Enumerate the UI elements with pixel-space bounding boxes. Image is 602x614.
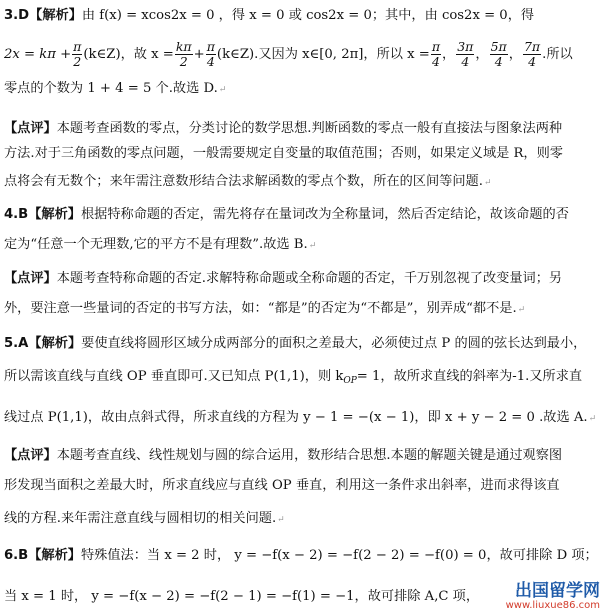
fraction: $\frac{\pi}{4}$: [431, 39, 441, 69]
p5-line3: 线过点 P(1,1)，故由点斜式得，所求直线的方程为 y − 1 = −(x − 1)，即 x + y − 2 = 0 .故选 A.↵: [4, 410, 597, 425]
c5-line1: 【点评】本题考查直线、线性规划与圆的综合运用，数形结合思想.本题的解题关键是通过观察图: [4, 448, 563, 463]
c3-label: 【点评】: [4, 121, 57, 136]
watermark-url: www.liuxue86.com: [505, 600, 600, 611]
return-mark-icon: ↵: [277, 515, 285, 525]
fraction: $\frac{k\pi}{2}$: [175, 39, 192, 69]
fraction: $\frac{\pi}{2}$: [73, 39, 82, 69]
c5-label: 【点评】: [4, 448, 57, 463]
c4-line2: 外，要注意一些量词的否定的书写方法，如：“都是”的否定为“不都是”，别弄成“都不是.↵: [4, 301, 526, 316]
p3-line1: 3.D【解析】由 f(x) = xcos2x = 0 ，得 x = 0 或 cos2x = 0；其中，由 cos2x = 0，得: [4, 8, 535, 23]
fraction: $\frac{\pi}{4}$: [206, 39, 215, 69]
p4-line2: 定为“任意一个无理数,它的平方不是有理数”.故选 B.↵: [4, 237, 317, 252]
c4-line1: 【点评】本题考查特称命题的否定.求解特称命题或全称命题的否定，千万别忽视了改变量词；另: [4, 271, 563, 286]
return-mark-icon: ↵: [483, 178, 492, 188]
c3-line3: 点将会有无数个；来年需注意数形结合法求解函数的零点个数，所在的区间等问题.↵: [4, 174, 492, 189]
return-mark-icon: ↵: [308, 241, 317, 251]
p6-line2: 当 x = 1 时， y = −f(x − 2) = −f(2 − 1) = −f(1) = −1，故可排除 A,C 项，: [4, 589, 480, 604]
p5-line2: 所以需该直线与直线 OP 垂直即可.又已知点 P(1,1)，则 $k_{OP}= 1$，故所求直线的斜率为-1.又所求直: [4, 369, 583, 386]
c3-line1: 【点评】本题考查函数的零点，分类讨论的数学思想.判断函数的零点一般有直接法与图象法两种: [4, 121, 563, 136]
watermark-title: 出国留学网: [515, 581, 600, 601]
site-watermark: [488, 582, 600, 612]
return-mark-icon: ↵: [218, 85, 227, 95]
c4-label: 【点评】: [4, 271, 57, 286]
p3-label: 3.D【解析】: [4, 8, 82, 23]
fraction: $\frac{5\pi}{4}$: [490, 39, 507, 69]
return-mark-icon: ↵: [588, 414, 597, 424]
p6-line1: 6.B【解析】特殊值法：当 x = 2 时， y = −f(x − 2) = −f(2 − 2) = −f(0) = 0，故可排除 D 项；: [4, 548, 598, 563]
fraction: $\frac{7\pi}{4}$: [523, 39, 541, 69]
c5-line2: 形发现当面积之差最大时，所求直线应与直线 OP 垂直，利用这一条件求出斜率，进而求得该直: [4, 478, 560, 493]
p4-line1: 4.B【解析】根据特称命题的否定，需先将存在量词改为全称量词，然后否定结论，故该命题的否: [4, 207, 569, 222]
fraction: $\frac{3\pi}{4}$: [457, 39, 474, 69]
p4-label: 4.B【解析】: [4, 207, 81, 222]
return-mark-icon: ↵: [517, 305, 526, 315]
c3-line2: 方法.对于三角函数的零点问题，一般需要规定自变量的取值范围；否则，如果定义域是 R，则零: [4, 146, 563, 161]
p5-line1: 5.A【解析】要使直线将圆形区域分成两部分的面积之差最大，必须使过点 P 的圆的弦长达到最小，: [4, 336, 587, 351]
p5-label: 5.A【解析】: [4, 336, 82, 351]
c5-line3: 线的方程.来年需注意直线与圆相切的相关问题.↵: [4, 511, 285, 526]
p3-line3: 零点的个数为 1 + 4 = 5 个.故选 D.↵: [4, 81, 227, 96]
p6-label: 6.B【解析】: [4, 548, 81, 563]
p3-line2: 2x = kπ + $\frac{\pi}{2}$ (k∈Z)，故 x = $\frac{k\pi}{2}$ + $\frac{\pi}{4}$ (k∈Z).又因为 x∈[0, 2π]，所以 x = $\frac{\pi}{4}$ ， $\frac{3\pi}{4}$ ， $\frac{5\pi}{4}$ ， $\frac{7\pi}{4}$ .所以: [4, 39, 573, 69]
